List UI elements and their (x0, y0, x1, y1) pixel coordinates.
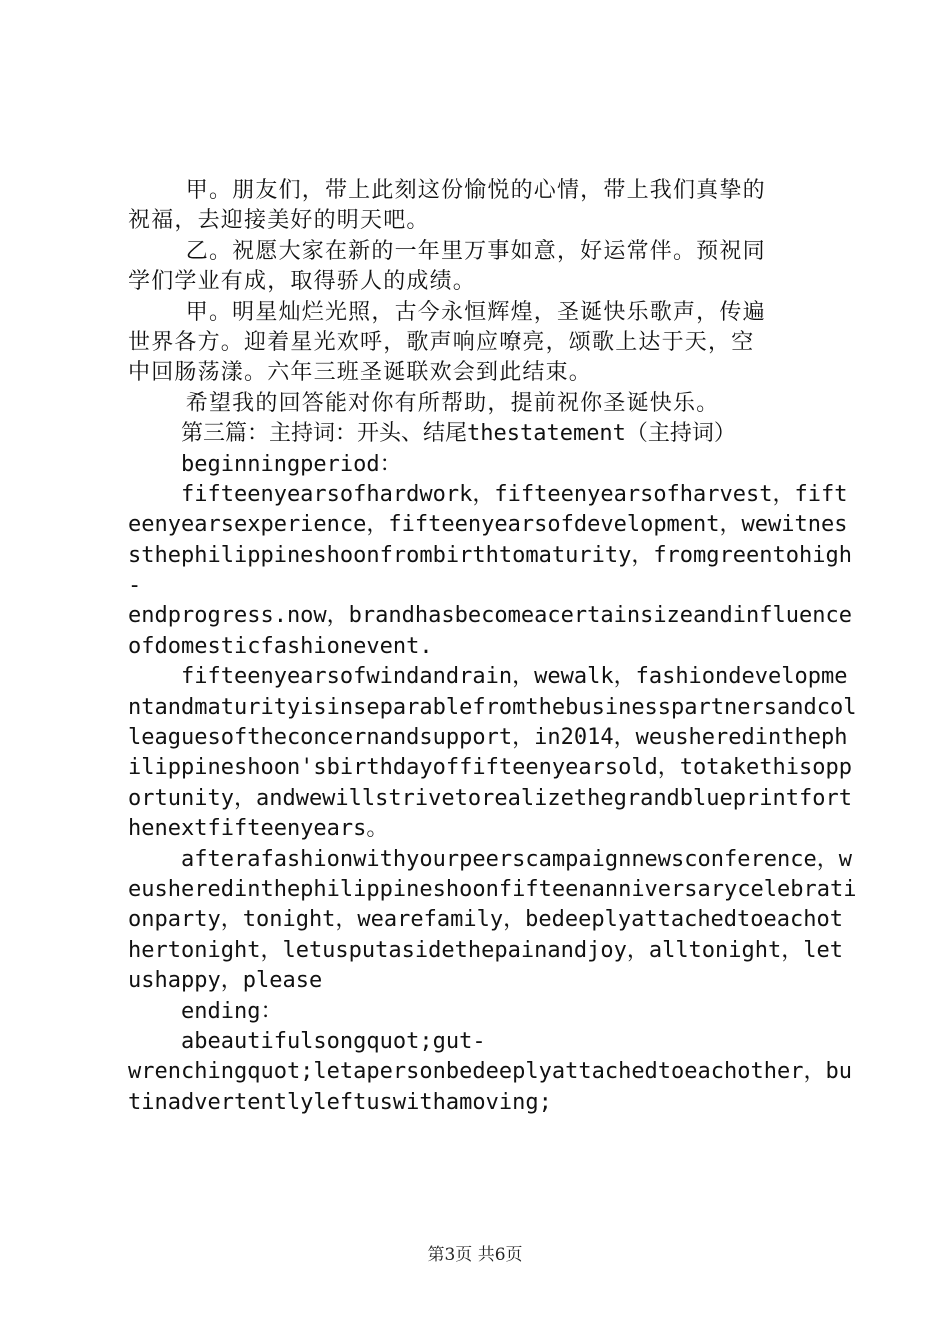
text-line: 世界各方。迎着星光欢呼，歌声响应嘹亮，颂歌上达于天，空 (128, 329, 755, 355)
text-line: henextfifteenyears。 (128, 816, 389, 842)
text-line: 甲。朋友们，带上此刻这份愉悦的心情，带上我们真挚的 (128, 178, 766, 203)
text-line: fifteenyearsofwindandrain，wewalk，fashiondevelopme (128, 664, 848, 690)
text-line: ortunity，andwewillstrivetorealizethegrandblueprintfort (128, 785, 852, 811)
text-line: wrenchingquot;letapersonbedeeplyattachedtoeachother，bu (128, 1059, 852, 1085)
text-line: 希望我的回答能对你有所帮助，提前祝你圣诞快乐。 (128, 390, 720, 416)
text-line: - (128, 573, 142, 599)
text-line: endprogress.now，brandhasbecomeacertainsizeandinfluence (128, 603, 852, 629)
text-line: 祝福，去迎接美好的明天吧。 (128, 208, 430, 234)
text-line: 中回肠荡漾。六年三班圣诞联欢会到此结束。 (128, 360, 593, 386)
text-line: 第三篇：主持词：开头、结尾thestatement（主持词） (128, 421, 736, 447)
text-line: leaguesoftheconcernandsupport，in2014，weusheredintheph (128, 725, 848, 751)
text-line: ofdomesticfashionevent. (128, 633, 433, 659)
page-footer: 第3页 共6页 (427, 1245, 523, 1265)
text-line: 学们学业有成，取得骄人的成绩。 (128, 269, 477, 295)
text-line: 甲。明星灿烂光照，古今永恒辉煌，圣诞快乐歌声，传遍 (128, 299, 766, 325)
text-line: beginningperiod： (128, 451, 402, 477)
text-line: hertonight，letusputasidethepainandjoy，alltonight，let (128, 937, 844, 963)
text-line: ushappy，please (128, 968, 323, 994)
text-line: 乙。祝愿大家在新的一年里万事如意，好运常伴。预祝同 (128, 238, 766, 264)
text-line: fifteenyearsofhardwork，fifteenyearsofharvest，fift (128, 481, 848, 507)
text-line: afterafashionwithyourpeerscampaignnewsconference，w (128, 846, 852, 872)
text-line: ending： (128, 998, 283, 1024)
text-line: eenyearsexperience，fifteenyearsofdevelopment，wewitnes (128, 512, 848, 538)
text-line: ntandmaturityisinseparablefromthebusinesspartnersandcol (128, 694, 857, 720)
text-line: sthephilippineshoonfrombirthtomaturity，fromgreentohigh (128, 542, 852, 568)
text-line: tinadvertentlyleftuswithamoving; (128, 1089, 552, 1115)
document-body (128, 176, 857, 1118)
text-line: onparty，tonight，wearefamily，bedeeplyattachedtoeachot (128, 907, 844, 933)
text-line: eusheredinthephilippineshoonfifteenanniversarycelebrati (128, 876, 857, 902)
text-line: abeautifulsongquot;gut- (128, 1028, 486, 1054)
text-line: ilippineshoon'sbirthdayoffifteenyearsold，totakethisopp (128, 755, 852, 781)
